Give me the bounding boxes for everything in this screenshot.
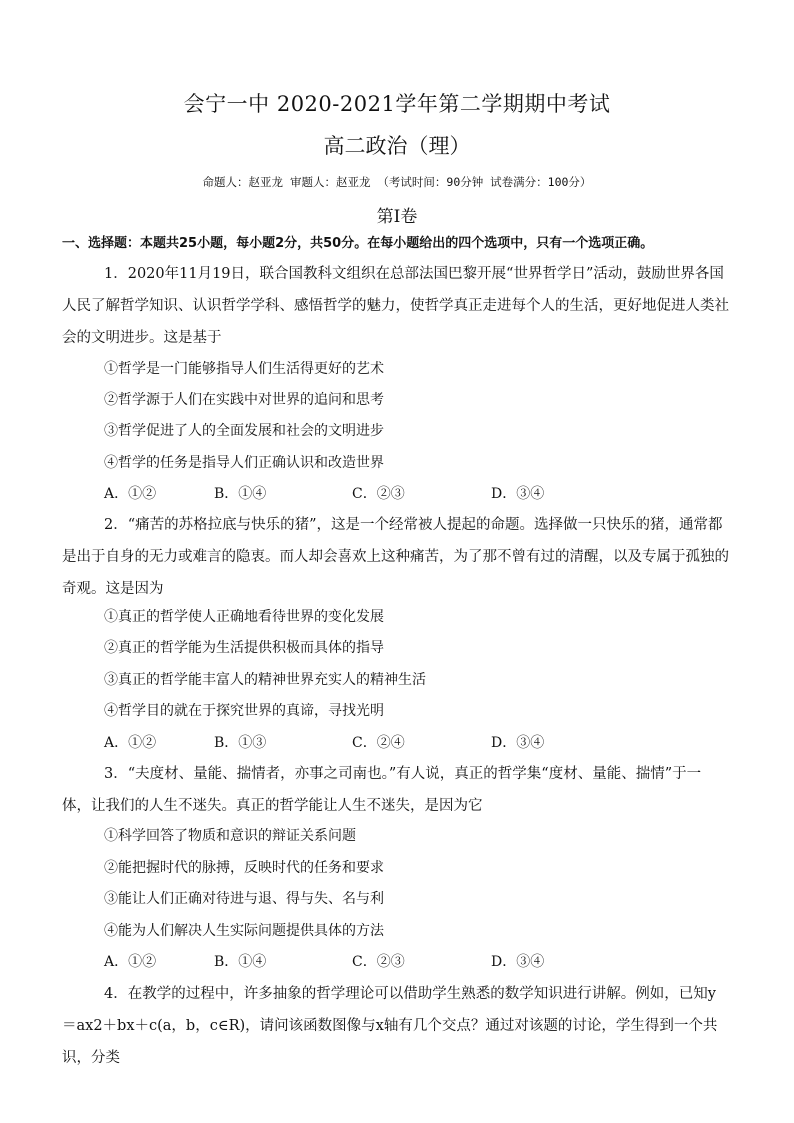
choice-a: A．①② (104, 954, 157, 970)
question-2-stem (62, 509, 730, 605)
question-3-option-2: ②能把握时代的脉搏，反映时代的任务和要求 (104, 860, 384, 876)
exam-meta: 命题人：赵亚龙 审题人：赵亚龙 （考试时间：90分钟 试卷满分：100分） (202, 175, 592, 189)
question-1-option-1: ①哲学是一门能够指导人们生活得更好的艺术 (104, 361, 384, 377)
choice-c: C．②③ (352, 486, 405, 502)
question-stem-text: 2．“痛苦的苏格拉底与快乐的猪”，这是一个经常被人提起的命题。选择做一只快乐的猪，通常都是出于自身的无力或难言的隐衷。而人却会喜欢上这种痛苦，为了那不曾有过的清醒，以及专属于孤独的奇观。这是因为 (62, 517, 729, 597)
question-3-option-1: ①科学回答了物质和意识的辩证关系问题 (104, 828, 356, 844)
question-stem-text: 1．2020年11月19日，联合国教科文组织在总部法国巴黎开展“世界哲学日”活动，鼓励世界各国人民了解哲学知识、认识哲学学科、感悟哲学的魅力，使哲学真正走进每个人的生活，更好地促进人类社会的文明进步。这是基于 (62, 266, 729, 346)
question-stem-text: 4．在教学的过程中，许多抽象的哲学理论可以借助学生熟悉的数学知识进行讲解。例如，已知y＝ax2＋bx＋c(a，b，c∈R)，请问该函数图像与x轴有几个交点？通过对该题的讨论，学生得到一个共识，分类 (62, 986, 718, 1066)
exam-title: 会宁一中 2020-2021学年第二学期期中考试 (183, 92, 611, 116)
question-2-option-3: ③真正的哲学能丰富人的精神世界充实人的精神生活 (104, 672, 426, 688)
question-3-option-4: ④能为人们解决人生实际问题提供具体的方法 (104, 923, 384, 939)
question-3-stem (62, 758, 730, 822)
question-3-option-3: ③能让人们正确对待进与退、得与失、名与利 (104, 891, 384, 907)
question-2-option-2: ②真正的哲学能为生活提供积极而具体的指导 (104, 640, 384, 656)
choice-b: B．①④ (214, 954, 267, 970)
choice-d: D．③④ (491, 954, 545, 970)
choice-b: B．①④ (214, 486, 267, 502)
question-1-option-4: ④哲学的任务是指导人们正确认识和改造世界 (104, 455, 384, 471)
choice-c: C．②③ (352, 954, 405, 970)
question-2-option-1: ①真正的哲学使人正确地看待世界的变化发展 (104, 609, 384, 625)
choice-a: A．①② (104, 486, 157, 502)
question-1-stem (62, 258, 730, 354)
choice-c: C．②④ (352, 735, 405, 751)
choice-a: A．①② (104, 735, 157, 751)
question-stem-text: 3．“夫度材、量能、揣情者，亦事之司南也。”有人说，真正的哲学集“度材、量能、揣情”于一体，让我们的人生不迷失。真正的哲学能让人生不迷失，是因为它 (62, 766, 702, 814)
section-heading: 第Ⅰ卷 (376, 207, 418, 227)
exam-subtitle: 高二政治（理） (323, 134, 471, 158)
choice-d: D．③④ (491, 735, 545, 751)
question-4-stem (62, 978, 730, 1074)
question-1-option-3: ③哲学促进了人的全面发展和社会的文明进步 (104, 423, 384, 439)
section-instruction: 一、选择题：本题共25小题，每小题2分，共50分。在每小题给出的四个选项中，只有一个选项正确。 (62, 236, 654, 251)
choice-b: B．①③ (214, 735, 267, 751)
question-2-option-4: ④哲学目的就在于探究世界的真谛，寻找光明 (104, 703, 384, 719)
question-1-option-2: ②哲学源于人们在实践中对世界的追问和思考 (104, 392, 384, 408)
choice-d: D．③④ (491, 486, 545, 502)
